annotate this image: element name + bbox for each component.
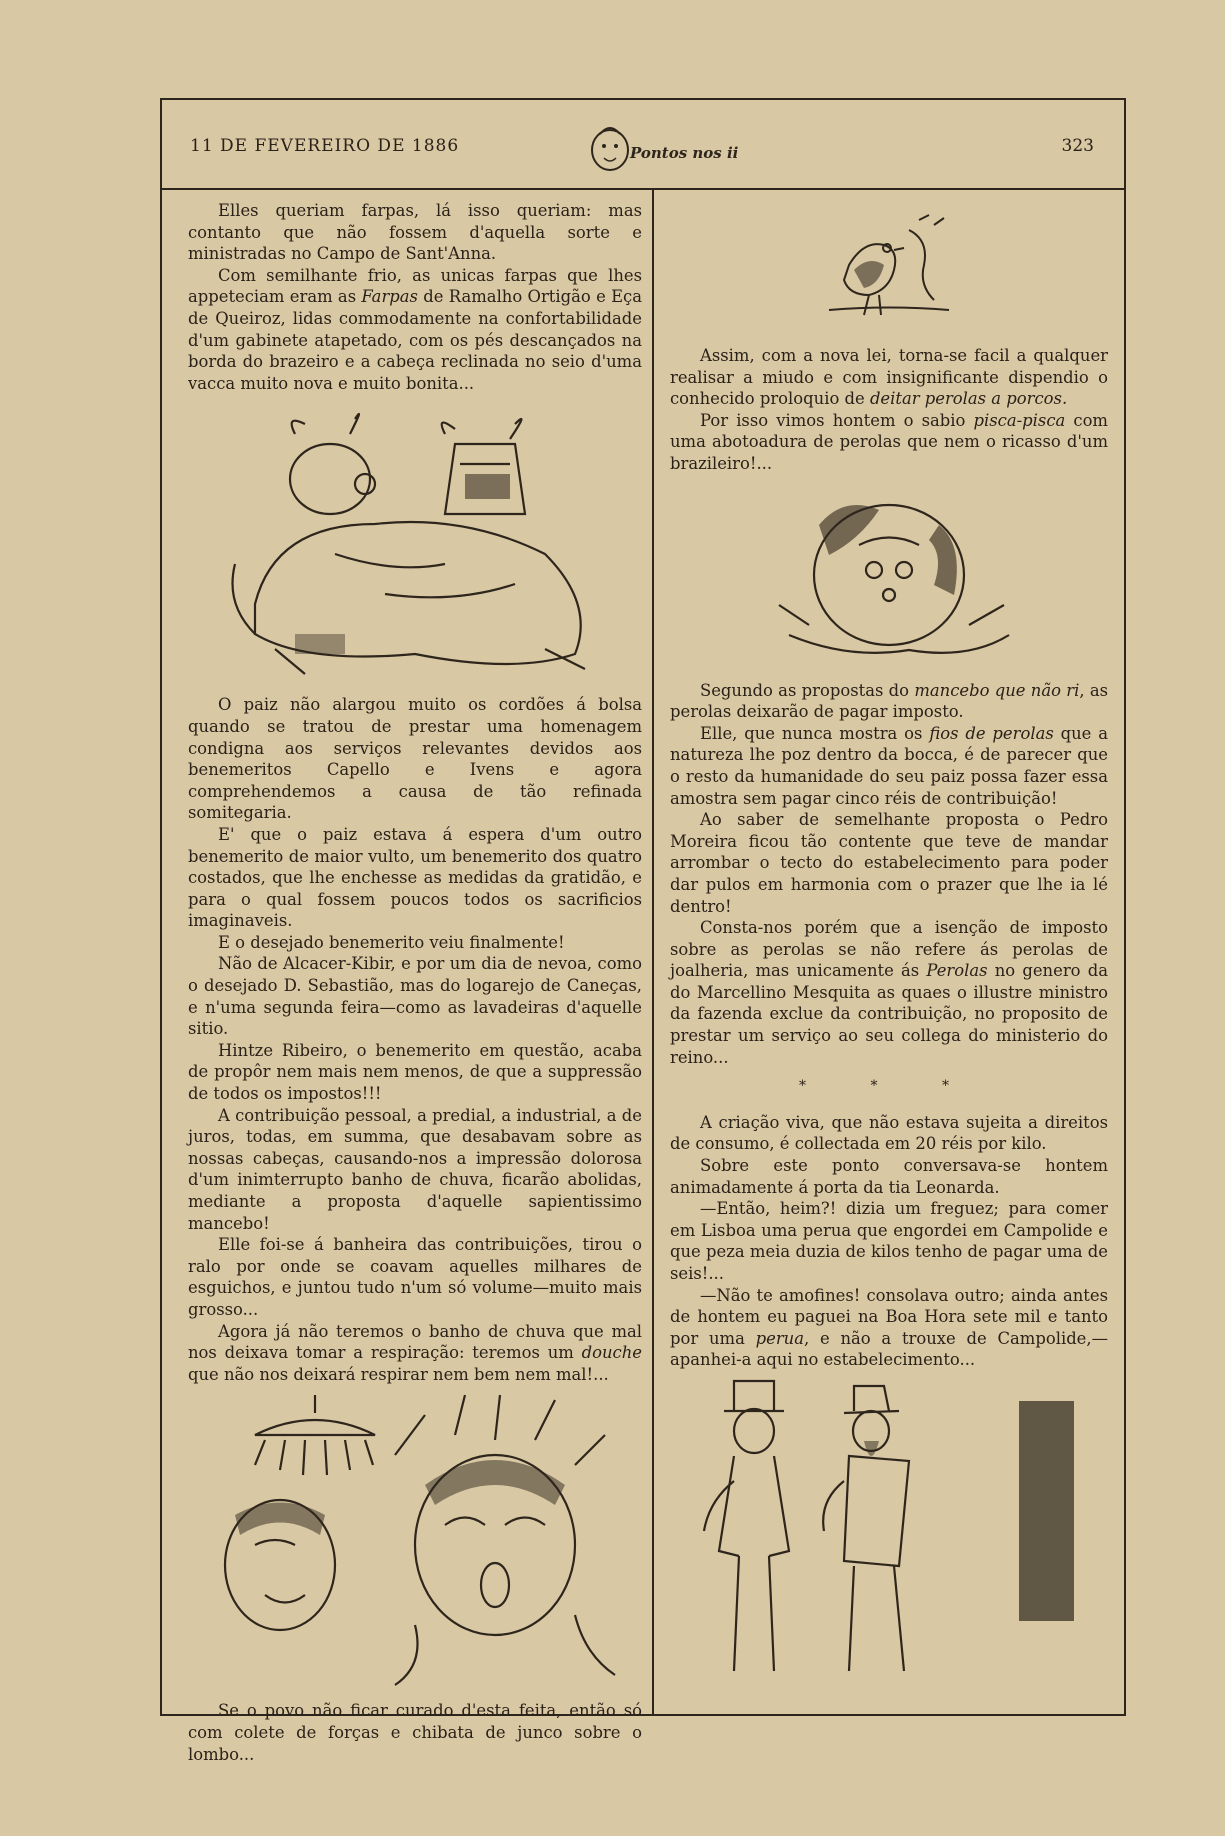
paragraph: Elle, que nunca mostra os fios de perolas que a natureza lhe poz dentro da bocca, é de parecer que o resto da humanidade do seu paiz possa fazer essa amostra sem pagar cinco réis de contribuição!	[670, 723, 1108, 808]
masthead-title: Pontos nos ii	[630, 144, 739, 162]
left-column	[188, 200, 642, 1765]
paragraph: —Então, heim?! dizia um freguez; para comer em Lisboa uma perua que engordei em Campolide e que peza meia duzia de kilos tenho de pagar uma de seis!...	[670, 1199, 1108, 1283]
page-header	[162, 100, 1124, 190]
paragraph: Segundo as propostas do mancebo que não ri, as perolas deixarão de pagar imposto.	[670, 680, 1109, 722]
masthead-emblem-icon	[582, 120, 739, 176]
section-separator: * * *	[799, 1078, 979, 1095]
paragraph: A criação viva, que não estava sujeita a direitos de consumo, é collectada em 20 réis por kilo.	[670, 1112, 1108, 1154]
paragraph: Hintze Ribeiro, o benemerito em questão, acaba de propôr nem mais nem menos, de que a suppressão de todos os impostos!!!	[188, 1040, 642, 1104]
shower-illustration	[195, 1395, 635, 1690]
paragraph: Com semilhante frio, as unicas farpas que lhes appeteciam eram as Farpas de Ramalho Ortigão e Eça de Queiroz, lidas commodamente na confortabilidade d'um gabinete atapetado, com os pés descançados na borda do brazeiro e a cabeça reclinada no seio d'uma vacca muito nova e muito bonita...	[188, 265, 642, 393]
paragraph: Se o povo não ficar curado d'esta feita, então só com colete de forças e chibata de junco sobre o lombo...	[188, 1701, 642, 1764]
page-number: 323	[1061, 136, 1094, 156]
paragraph: Ao saber de semelhante proposta o Pedro Moreira ficou tão contente que teve de mandar arrombar o tecto do estabelecimento para poder dar pulos em harmonia com o prazer que lhe ia lé dentro!	[670, 810, 1108, 916]
paragraph: E' que o paiz estava á espera d'um outro benemerito de maior vulto, um benemerito dos quatro costados, que lhe enchesse as medidas da gratidão, e para o qual fossem poucos todos os sacrificios imaginaveis.	[188, 824, 642, 931]
page-frame	[160, 98, 1126, 1764]
paragraph: Por isso vimos hontem o sabio pisca-pisca com uma abotoadura de perolas que nem o ricasso d'um brazileiro!...	[670, 410, 1108, 473]
paragraph: Assim, com a nova lei, torna-se facil a qualquer realisar a miudo e com insignificante dispendio o conhecido proloquio de deitar perolas a porcos.	[670, 346, 1108, 409]
two-gentlemen-illustration	[679, 1381, 1099, 1681]
paragraph: E o desejado benemerito veiu finalmente!	[218, 932, 565, 952]
man-with-pearls-illustration	[749, 485, 1029, 670]
paragraph: A contribuição pessoal, a predial, a industrial, a de juros, todas, em summa, que desabavam sobre as nossas cabeças, causando-nos a impressão dolorosa d'um inimterrupto banho de chuva, ficarão abolidas, mediante a proposta d'aquelle sapientissimo mancebo!	[188, 1105, 642, 1233]
paragraph: Elle foi-se á banheira das contribuições, tirou o ralo por onde se coavam aquelles milhares de esguichos, e juntou tudo n'um só volume—muito mais grosso...	[188, 1235, 642, 1319]
paragraph: O paiz não alargou muito os cordões á bolsa quando se tratou de prestar uma homenagem condigna aos serviços relevantes devidos aos benemeritos Capello e Ivens e agora comprehendemos a causa de tão refinada somitegaria.	[188, 695, 642, 823]
column-divider	[652, 188, 654, 1716]
masthead-logo	[582, 120, 739, 176]
paragraph: Não de Alcacer-Kibir, e por um dia de nevoa, como o desejado D. Sebastião, mas do logarejo de Caneças, e n'uma segunda feira—como as lavadeiras d'aquelle sitio.	[188, 954, 642, 1039]
paragraph: Sobre este ponto conversava-se hontem animadamente á porta da tia Leonarda.	[670, 1156, 1108, 1197]
right-column	[670, 200, 1108, 1691]
bulls-illustration	[215, 404, 615, 684]
paragraph: Agora já não teremos o banho de chuva que mal nos deixava tomar a respiração: teremos um douche que não nos deixará respirar nem bem nem mal!...	[188, 1321, 642, 1384]
issue-date: 11 DE FEVEREIRO DE 1886	[190, 136, 460, 156]
paragraph: —Não te amofines! consolava outro; ainda antes de hontem eu paguei na Boa Hora sete mil e tanto por uma perua, e não a trouxe de Campolide,—apanhei-a aqui no estabelecimento...	[670, 1285, 1108, 1370]
paragraph: Consta-nos porém que a isenção de imposto sobre as perolas se não refere ás perolas de joalheria, mas unicamente ás Perolas no genero da do Marcellino Mesquita as quaes o illustre ministro da fazenda exclue da contribuição, no proposito de prestar um serviço ao seu collega do ministerio do reino...	[670, 918, 1108, 1067]
paragraph: Elles queriam farpas, lá isso queriam: mas contanto que não fossem d'aquella sorte e ministradas no Campo de Sant'Anna.	[188, 201, 642, 264]
bird-illustration	[809, 210, 969, 335]
